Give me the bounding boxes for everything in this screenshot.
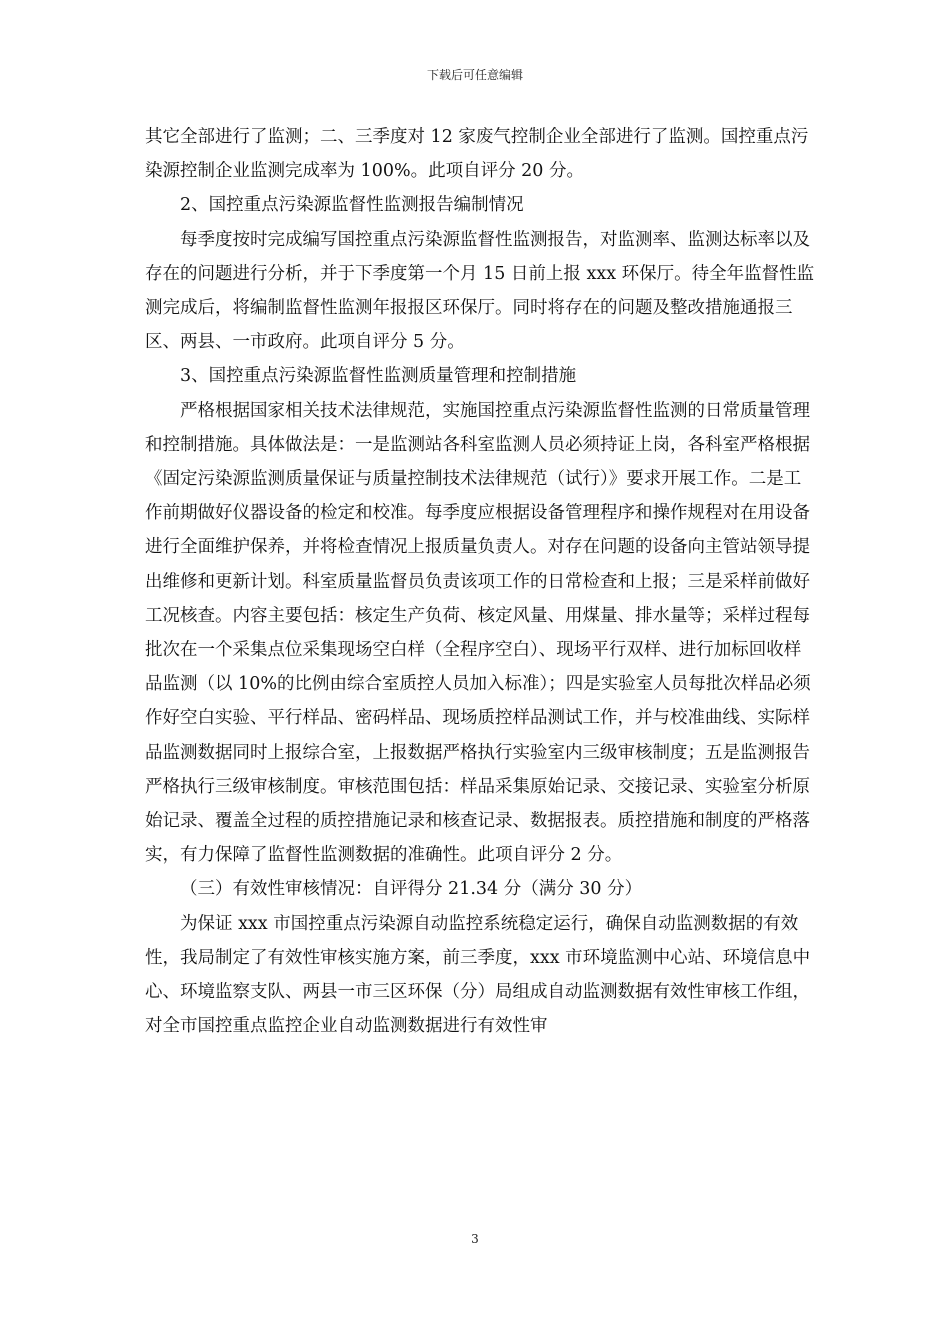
section-heading-2: 2、国控重点污染源监督性监测报告编制情况 [180,195,524,216]
document-body [145,120,815,1043]
section-heading-3: 3、国控重点污染源监督性监测质量管理和控制措施 [180,366,577,387]
paragraph-validity-review: 为保证 xxx 市国控重点污染源自动监控系统稳定运行，确保自动监测数据的有效性，我局制定了有效性审核实施方案，前三季度，xxx 市环境监测中心站、环境信息中心、环境监察支队、两县一市三区环保（分）局组成自动监测数据有效性审核工作组，对全市国控重点监控企业自动监测数据进行有效性审 [145,913,811,1037]
page-header: 下载后可任意编辑 [426,68,523,82]
section-heading-validity-review: （三）有效性审核情况：自评得分 21.34 分（满分 30 分） [180,879,643,900]
paragraph-quality-control: 严格根据国家相关技术法律规范，实施国控重点污染源监督性监测的日常质量管理和控制措施。具体做法是：一是监测站各科室监测人员必须持证上岗，各科室严格根据《固定污染源监测质量保证与质量控制技术法律规范（试行）》要求开展工作。二是工作前期做好仪器设备的检定和校准。每季度应根据设备管理程序和操作规程对在用设备进行全面维护保养，并将检查情况上报质量负责人。对存在问题的设备向主管站领导提出维修和更新计划。科室质量监督员负责该项工作的日常检查和上报；三是采样前做好工况核查。内容主要包括：核定生产负荷、核定风量、用煤量、排水量等；采样过程每批次在一个采集点位采集现场空白样（全程序空白）、现场平行双样、进行加标回收样品监测（以 10%的比例由综合室质控人员加入标准）；四是实验室人员每批次样品必须作好空白实验、平行样品、密码样品、现场质控样品测试工作，并与校准曲线、实际样品监测数据同时上报综合室，上报数据严格执行实验室内三级审核制度；五是监测报告严格执行三级审核制度。审核范围包括：样品采集原始记录、交接记录、实验室分析原始记录、覆盖全过程的质控措施记录和核查记录、数据报表。质控措施和制度的严格落实，有力保障了监督性监测数据的准确性。此项自评分 2 分。 [145,400,811,866]
page-number: 3 [471,1232,479,1246]
paragraph-report-compilation: 每季度按时完成编写国控重点污染源监督性监测报告，对监测率、监测达标率以及存在的问题进行分析，并于下季度第一个月 15 日前上报 xxx 环保厅。待全年监督性监测完成后，将编制监督性监测年报报区环保厅。同时将存在的问题及整改措施通报三区、两县、一市政府。此项自评分 5 分。 [145,229,815,353]
paragraph-continuation: 其它全部进行了监测；二、三季度对 12 家废气控制企业全部进行了监测。国控重点污染源控制企业监测完成率为 100%。此项自评分 20 分。 [145,127,809,182]
